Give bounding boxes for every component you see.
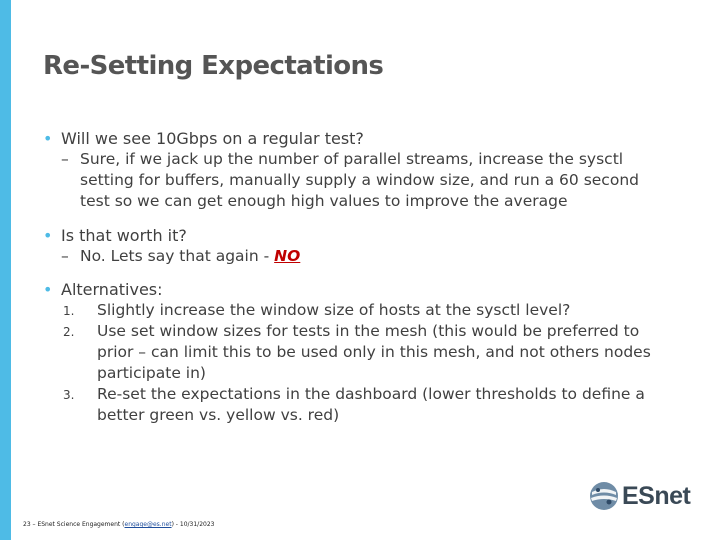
slide-footer <box>23 521 214 528</box>
sub-bullet-line: test so we can get enough high values to improve the average <box>80 192 568 210</box>
dash-icon: – <box>61 247 69 265</box>
bullet-item <box>43 128 693 149</box>
numbered-line: participate in) <box>97 364 206 382</box>
sub-bullet-item <box>43 246 693 267</box>
sub-bullet-line: setting for buffers, manually supply a window size, and run a 60 second <box>80 171 639 189</box>
numbered-item <box>43 321 693 384</box>
numbered-line: Slightly increase the window size of hosts at the sysctl level? <box>97 301 571 319</box>
bullet-text: Alternatives: <box>61 280 163 299</box>
bullet-icon: • <box>43 280 53 299</box>
sub-bullet-item <box>43 149 693 212</box>
bullet-icon: • <box>43 226 53 245</box>
dash-icon: – <box>61 150 69 168</box>
sub-bullet-line: Sure, if we jack up the number of parallel streams, increase the sysctl <box>80 150 624 168</box>
footer-prefix: 23 – ESnet Science Engagement ( <box>23 521 125 528</box>
numbered-item <box>43 300 693 321</box>
emphasis-no: NO <box>274 247 301 265</box>
numbered-line: Re-set the expectations in the dashboard (lower thresholds to define a <box>97 385 645 403</box>
item-number: 3. <box>63 388 75 402</box>
numbered-line: better green vs. yellow vs. red) <box>97 406 340 424</box>
item-number: 2. <box>63 325 75 339</box>
bullet-item <box>43 225 693 246</box>
sub-bullet-text: No. Lets say that again - <box>80 247 275 265</box>
bullet-icon: • <box>43 129 53 148</box>
accent-bar <box>0 0 11 540</box>
numbered-line: Use set window sizes for tests in the mesh (this would be preferred to <box>97 322 640 340</box>
slide-body <box>43 128 693 426</box>
bullet-text: Will we see 10Gbps on a regular test? <box>61 129 364 148</box>
numbered-line: prior – can limit this to be used only in this mesh, and not others nodes <box>97 343 651 361</box>
esnet-logo <box>588 480 691 512</box>
numbered-item <box>43 384 693 426</box>
slide-title: Re-Setting Expectations <box>43 51 384 81</box>
footer-email-link[interactable]: engage@es.net <box>124 521 172 528</box>
bullet-text: Is that worth it? <box>61 226 187 245</box>
bullet-item <box>43 279 693 300</box>
footer-suffix: ) - 10/31/2023 <box>171 521 215 528</box>
logo-text: ESnet <box>622 482 691 510</box>
esnet-globe-icon <box>588 480 620 512</box>
item-number: 1. <box>63 304 75 318</box>
